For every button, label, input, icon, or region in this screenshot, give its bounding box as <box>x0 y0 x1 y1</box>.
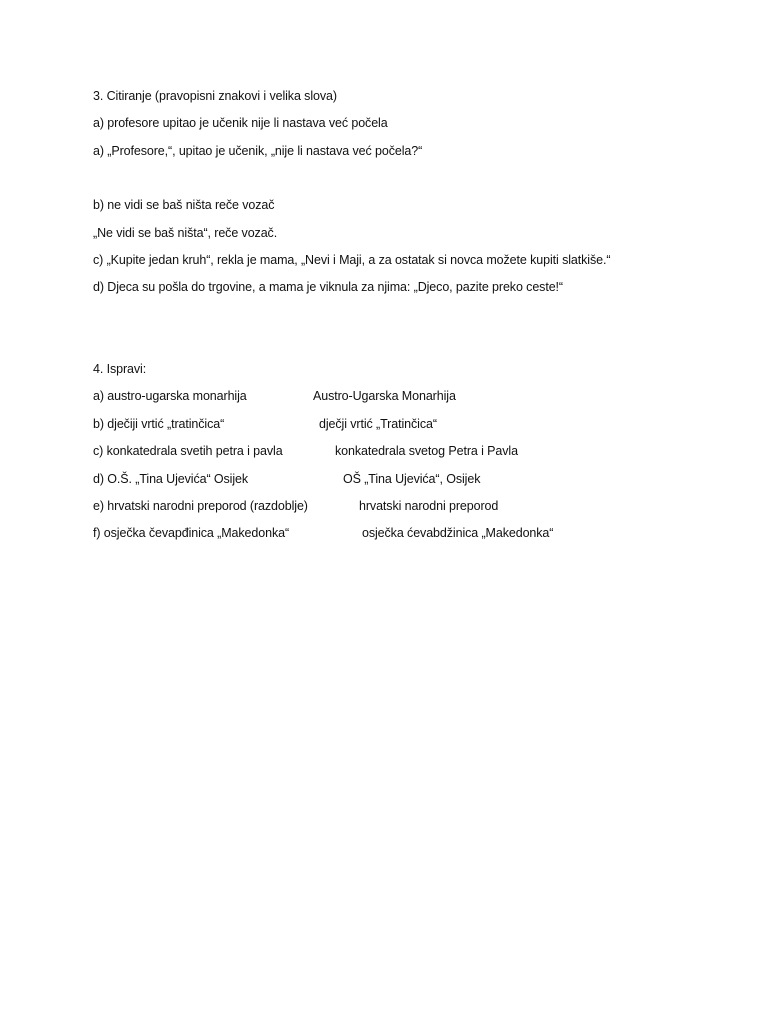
correction-corrected: konkatedrala svetog Petra i Pavla <box>335 444 518 458</box>
exercise-line: b) ne vidi se baš ništa reče vozač <box>93 198 275 212</box>
exercise-line: c) „Kupite jedan kruh“, rekla je mama, „Nevi i Maji, a za ostatak si novca možete kupiti slatkiše.“ <box>93 253 611 267</box>
exercise-line: a) „Profesore,“, upitao je učenik, „nije li nastava već počela?“ <box>93 144 423 158</box>
correction-original: e) hrvatski narodni preporod (razdoblje) <box>93 499 308 513</box>
exercise-line: „Ne vidi se baš ništa“, reče vozač. <box>93 226 278 240</box>
correction-corrected: OŠ „Tina Ujevića“, Osijek <box>343 472 481 486</box>
exercise-line: d) Djeca su pošla do trgovine, a mama je viknula za njima: „Djeco, pazite preko ceste!“ <box>93 280 563 294</box>
exercise-line: a) profesore upitao je učenik nije li nastava već počela <box>93 116 388 130</box>
correction-original: a) austro-ugarska monarhija <box>93 389 247 403</box>
section-3-heading: 3. Citiranje (pravopisni znakovi i velika slova) <box>93 89 337 103</box>
correction-corrected: Austro-Ugarska Monarhija <box>313 389 456 403</box>
correction-original: b) dječiji vrtić „tratinčica“ <box>93 417 225 431</box>
correction-original: c) konkatedrala svetih petra i pavla <box>93 444 283 458</box>
section-4-heading: 4. Ispravi: <box>93 362 147 376</box>
correction-corrected: hrvatski narodni preporod <box>359 499 499 513</box>
correction-original: d) O.Š. „Tina Ujevića“ Osijek <box>93 472 249 486</box>
correction-original: f) osječka čevapđinica „Makedonka“ <box>93 526 290 540</box>
correction-corrected: osječka ćevabdžinica „Makedonka“ <box>362 526 554 540</box>
correction-corrected: dječji vrtić „Tratinčica“ <box>319 417 437 431</box>
